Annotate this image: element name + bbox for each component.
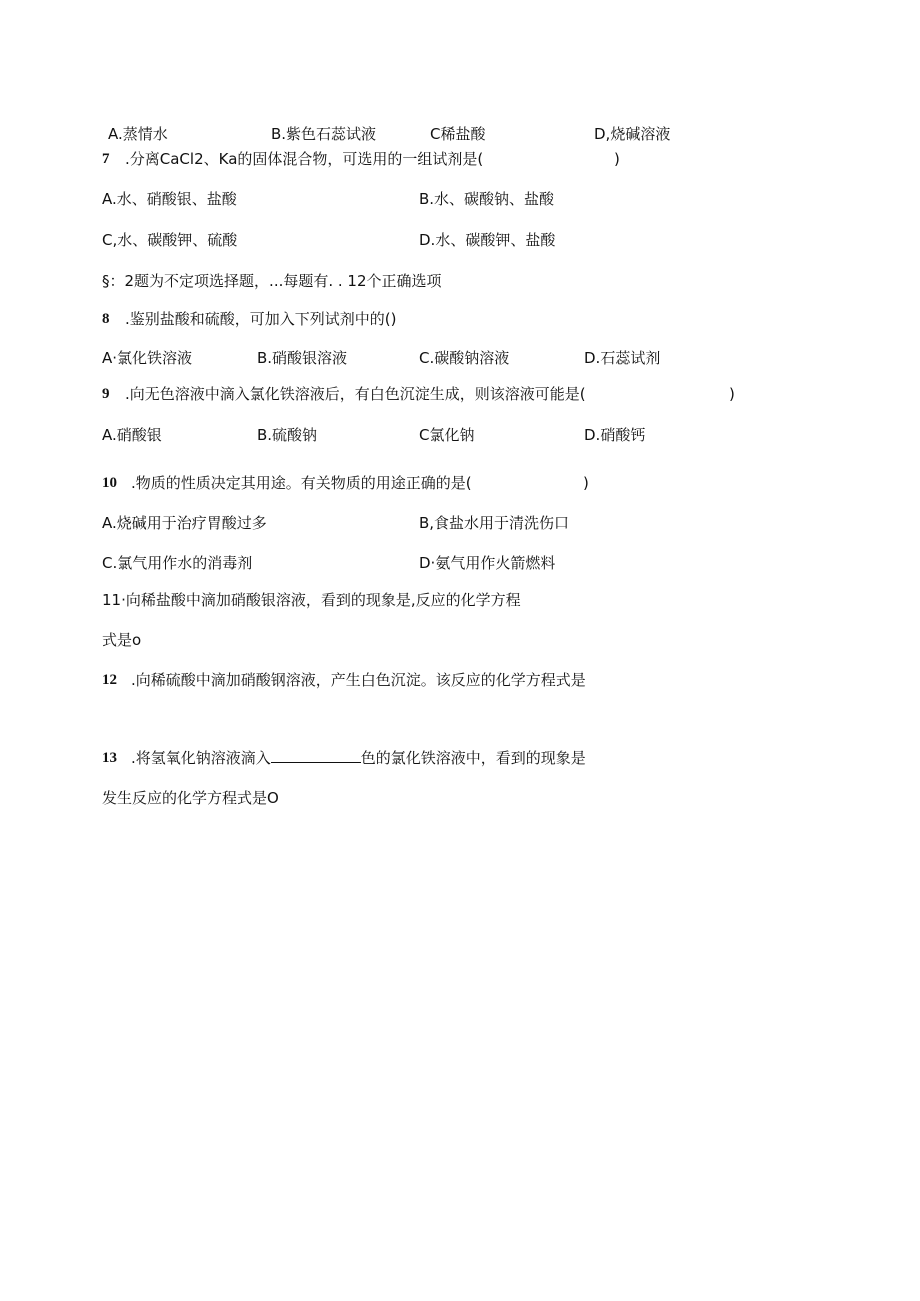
- q6-option-a: A.蒸情水: [108, 125, 168, 143]
- q8-option-a: A·氯化铁溶液: [102, 349, 193, 367]
- q9-option-c: C氯化钠: [419, 426, 475, 444]
- q10-option-c: C.氯气用作水的消毒剂: [102, 554, 253, 572]
- q9-option-a: A.硝酸银: [102, 426, 162, 444]
- q6-option-c: C稀盐酸: [430, 125, 486, 143]
- q13-text-after: 色的氯化铁溶液中，看到的现象是: [360, 749, 586, 767]
- q10-option-a: A.烧碱用于治疗胃酸过多: [102, 514, 267, 532]
- q11-line-2: 式是o: [102, 631, 142, 649]
- q10-close-bracket: ): [583, 474, 589, 492]
- q9-number: 9: [102, 386, 110, 402]
- q7-option-a: A.水、硝酸银、盐酸: [102, 190, 237, 208]
- q13-line-2: 发生反应的化学方程式是O: [102, 789, 279, 807]
- q8-option-d: D.石蕊试剂: [584, 349, 661, 367]
- q6-option-d: D,烧碱溶液: [594, 125, 671, 143]
- q11-line-1: 11·向稀盐酸中滴加硝酸银溶液，看到的现象是,反应的化学方程: [102, 591, 521, 609]
- q9-close-bracket: ): [729, 385, 735, 403]
- q13-answer-blank[interactable]: [271, 748, 361, 763]
- q10-option-d: D·氨气用作火箭燃料: [419, 554, 556, 572]
- q13-text-before: .将氢氧化钠溶液滴入: [131, 749, 271, 767]
- q7-option-c: C,水、碳酸钾、硫酸: [102, 231, 238, 249]
- q9-option-d: D.硝酸钙: [584, 426, 646, 444]
- q12-text: .向稀硫酸中滴加硝酸钢溶液，产生白色沉淀。该反应的化学方程式是: [131, 671, 586, 689]
- q8-option-b: B.硝酸银溶液: [257, 349, 348, 367]
- q8-text: .鉴别盐酸和硫酸，可加入下列试剂中的(): [125, 310, 397, 328]
- q10-text: .物质的性质决定其用途。有关物质的用途正确的是(: [131, 474, 472, 492]
- q9-option-b: B.硫酸钠: [257, 426, 318, 444]
- q8-number: 8: [102, 311, 110, 327]
- q10-number: 10: [102, 475, 117, 491]
- q12-number: 12: [102, 672, 117, 688]
- q7-option-b: B.水、碳酸钠、盐酸: [419, 190, 555, 208]
- q10-option-b: B,食盐水用于清洗伤口: [419, 514, 570, 532]
- q8-option-c: C.碳酸钠溶液: [419, 349, 510, 367]
- q9-text: .向无色溶液中滴入氯化铁溶液后，有白色沉淀生成，则该溶液可能是(: [125, 385, 586, 403]
- q7-text: .分离CaCl2、Ka的固体混合物，可选用的一组试剂是(: [125, 150, 484, 168]
- q7-number: 7: [102, 151, 110, 167]
- q7-close-bracket: ): [614, 150, 620, 168]
- q13-line-1: [131, 748, 586, 768]
- q7-option-d: D.水、碳酸钾、盐酸: [419, 231, 556, 249]
- q6-option-b: B.紫色石蕊试液: [271, 125, 377, 143]
- section-note: §：2题为不定项选择题，...每题有. . 12个正确选项: [102, 272, 442, 290]
- q13-number: 13: [102, 750, 117, 766]
